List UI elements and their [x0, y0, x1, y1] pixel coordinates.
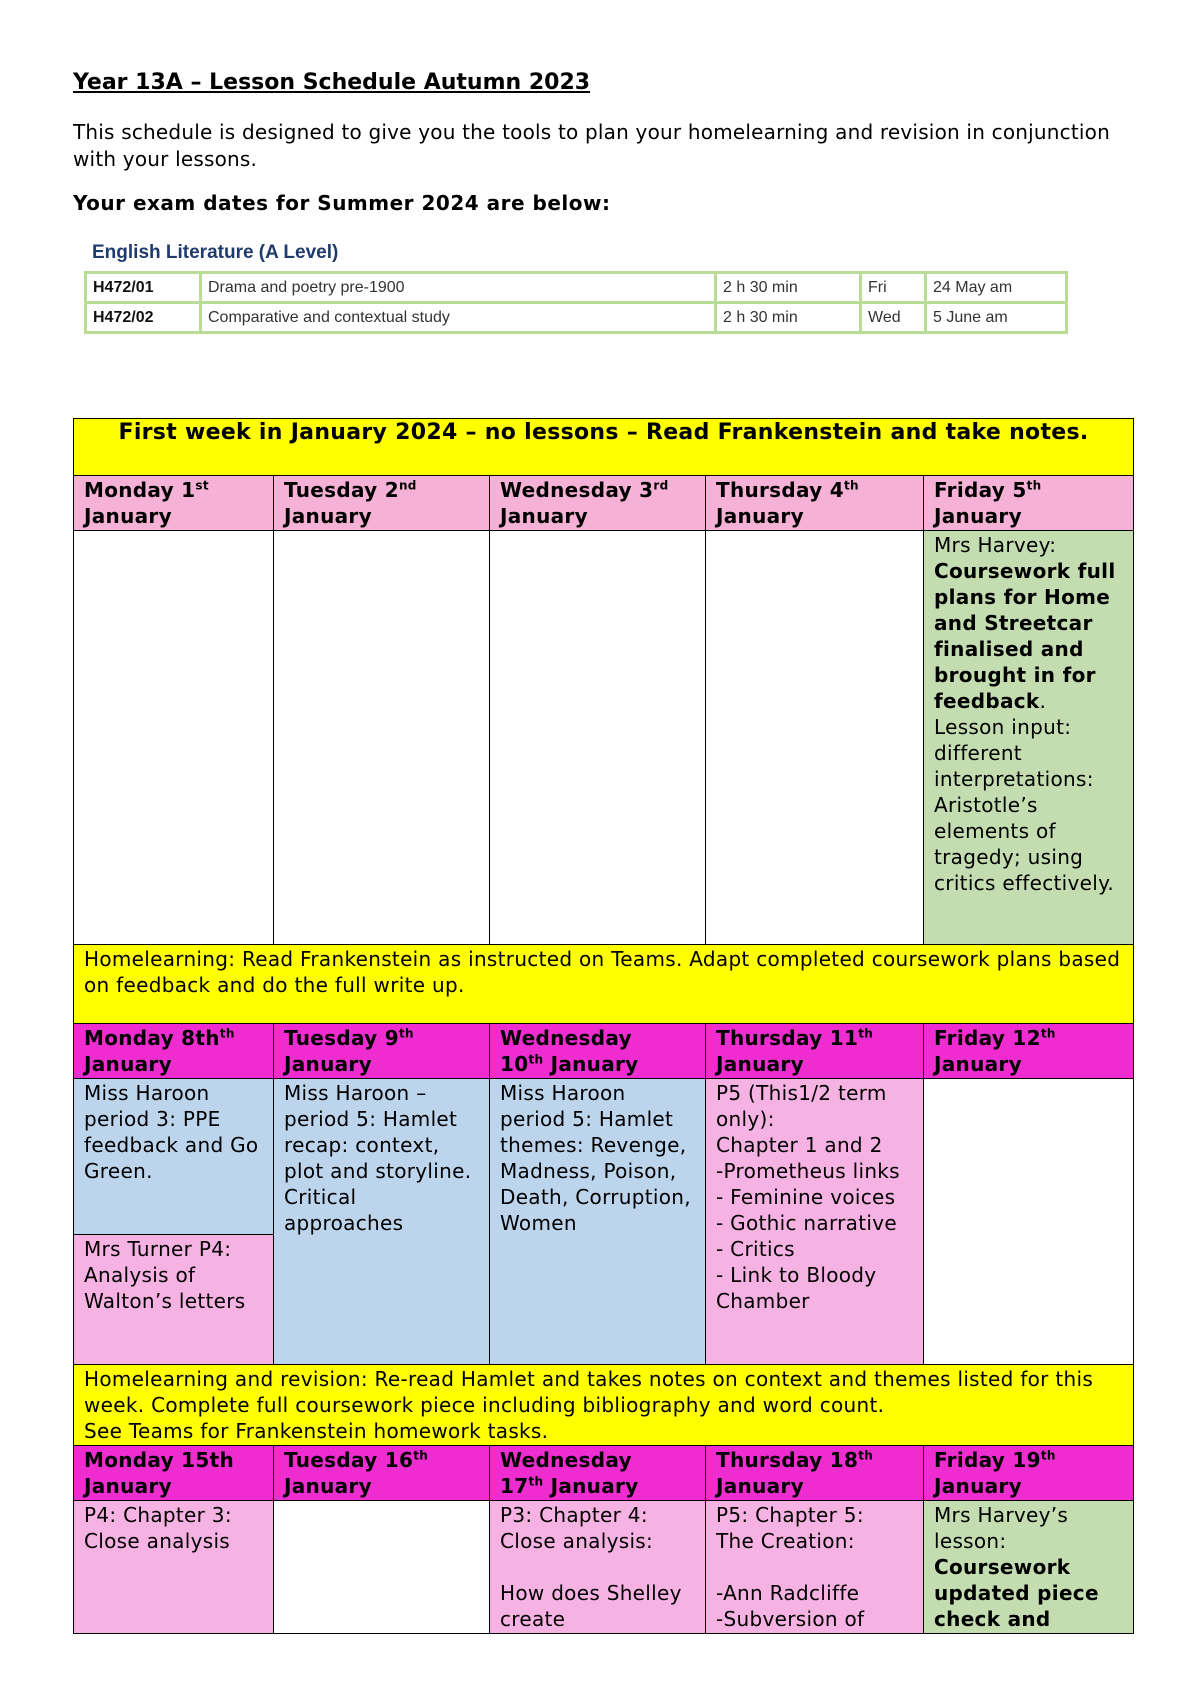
exam-table-title: English Literature (A Level) — [92, 242, 339, 263]
exam-row — [86, 303, 1067, 333]
exam-duration: 2 h 30 min — [716, 303, 861, 333]
day-header: Thursday 11th January — [706, 1024, 924, 1079]
lesson-cell — [924, 1079, 1134, 1365]
lesson-cell — [274, 531, 490, 945]
lesson-cell — [74, 531, 274, 945]
homelearning-note: Homelearning: Read Frankenstein as instructed on Teams. Adapt completed coursework plans based on feedback and do the full write up. — [74, 945, 1134, 1024]
lesson-cell — [706, 531, 924, 945]
exam-dates-table — [84, 271, 1068, 334]
day-header: Tuesday 9th January — [274, 1024, 490, 1079]
lesson-cell — [490, 531, 706, 945]
lesson-cell: Miss Haroon period 3: PPE feedback and Go Green. — [74, 1079, 274, 1235]
week1-banner: First week in January 2024 – no lessons – Read Frankenstein and take notes. — [74, 419, 1134, 476]
exam-duration: 2 h 30 min — [716, 273, 861, 303]
day-header: Tuesday 16th January — [274, 1446, 490, 1501]
day-header: Wednesday 3rd January — [490, 476, 706, 531]
exam-paper: Comparative and contextual study — [201, 303, 716, 333]
exam-date: 24 May am — [926, 273, 1067, 303]
day-header: Thursday 4th January — [706, 476, 924, 531]
exam-day: Fri — [861, 273, 926, 303]
exam-code: H472/01 — [86, 273, 201, 303]
day-header: Tuesday 2nd January — [274, 476, 490, 531]
page-title: Year 13A – Lesson Schedule Autumn 2023 — [73, 70, 591, 95]
day-header: Monday $8th^{th}$ January — [74, 1024, 274, 1079]
exam-day: Wed — [861, 303, 926, 333]
exam-paper: Drama and poetry pre-1900 — [201, 273, 716, 303]
lesson-cell: P4: Chapter 3: Close analysis — [74, 1501, 274, 1634]
lesson-cell: Mrs Harvey: Coursework full plans for Home and Streetcar finalised and brought in for feedback. Lesson input: different interpretations: Aristotle’s elements of tragedy; using critics effectively. — [924, 531, 1134, 945]
homelearning-note: Homelearning and revision: Re-read Hamlet and takes notes on context and themes listed for this week. Complete full coursework piece including bibliography and word count. See Teams for Frankenstein homework tasks. — [74, 1365, 1134, 1446]
lesson-cell — [274, 1501, 490, 1634]
lesson-cell: Miss Haroon period 5: Hamlet themes: Revenge, Madness, Poison, Death, Corruption, Women — [490, 1079, 706, 1365]
lesson-cell: P5: Chapter 5: The Creation: -Ann Radcliffe -Subversion of — [706, 1501, 924, 1634]
day-header: Friday 19th January — [924, 1446, 1134, 1501]
day-header: Wednesday 10th January — [490, 1024, 706, 1079]
schedule-table — [73, 418, 1134, 1634]
day-header: Friday 5th January — [924, 476, 1134, 531]
lesson-cell: Mrs Harvey’s lesson: Coursework updated piece check and — [924, 1501, 1134, 1634]
lesson-cell: Miss Haroon – period 5: Hamlet recap: context, plot and storyline. Critical approaches — [274, 1079, 490, 1365]
day-header: Friday 12th January — [924, 1024, 1134, 1079]
exam-date: 5 June am — [926, 303, 1067, 333]
day-header: Monday 1st January — [74, 476, 274, 531]
lesson-cell: P3: Chapter 4: Close analysis: How does Shelley create — [490, 1501, 706, 1634]
day-header: Thursday 18th January — [706, 1446, 924, 1501]
exam-code: H472/02 — [86, 303, 201, 333]
day-header: Wednesday 17th January — [490, 1446, 706, 1501]
lesson-cell: P5 (This1/2 term only): Chapter 1 and 2 -Prometheus links - Feminine voices - Gothic narrative - Critics - Link to Bloody Chamber — [706, 1079, 924, 1365]
exam-heading: Your exam dates for Summer 2024 are below: — [73, 191, 611, 215]
intro-text: This schedule is designed to give you the tools to plan your homelearning and revision in conjunction with your lessons. — [73, 120, 1110, 171]
lesson-cell: Mrs Turner P4: Analysis of Walton’s letters — [74, 1235, 274, 1365]
day-header: Monday 15th January — [74, 1446, 274, 1501]
exam-row — [86, 273, 1067, 303]
